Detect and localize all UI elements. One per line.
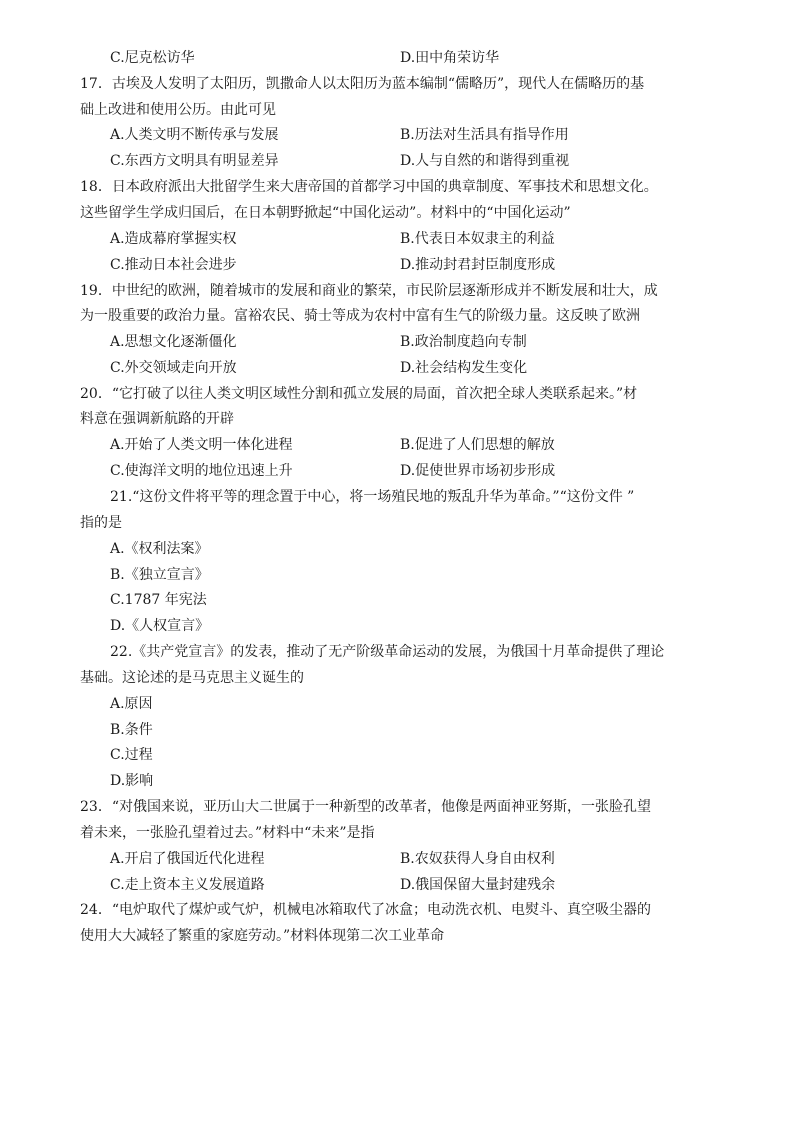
q18-stem-line1: 18．日本政府派出大批留学生来大唐帝国的首都学习中国的典章制度、军事技术和思想文化。 [80, 179, 658, 195]
q21-stem-line2: 指的是 [80, 515, 122, 531]
q17-stem-line2: 础上改进和使用公历。由此可见 [80, 102, 276, 118]
q17-stem-line1: 17．古埃及人发明了太阳历，凯撒命人以太阳历为蓝本编制“儒略历”，现代人在儒略历的基 [80, 76, 645, 92]
q19-option-a: A.思想文化逐渐僵化 [110, 334, 237, 350]
q23-option-c: C.走上资本主义发展道路 [110, 877, 265, 893]
q22-stem-line1: 22.《共产党宣言》的发表，推动了无产阶级革命运动的发展，为俄国十月革命提供了理论 [110, 644, 665, 660]
q24-stem-line1: 24．“电炉取代了煤炉或气炉，机械电冰箱取代了冰盒；电动洗衣机、电熨斗、真空吸尘器的 [80, 902, 651, 918]
q20-option-c: C.使海洋文明的地位迅速上升 [110, 463, 293, 479]
q19-option-c: C.外交领域走向开放 [110, 360, 237, 376]
q18-option-a: A.造成幕府掌握实权 [110, 231, 237, 247]
q20-stem-line1: 20．“它打破了以往人类文明区域性分割和孤立发展的局面，首次把全球人类联系起来。”材 [80, 386, 638, 402]
q24-stem-line2: 使用大大减轻了繁重的家庭劳动。”材料体现第二次工业革命 [80, 928, 445, 944]
q22-stem-line2: 基础。这论述的是马克思主义诞生的 [80, 670, 304, 686]
q21-option-d: D.《人权宣言》 [110, 618, 210, 634]
q20-option-b: B.促进了人们思想的解放 [400, 437, 555, 453]
q22-option-d: D.影响 [110, 773, 154, 789]
q23-stem-line1: 23．“对俄国来说，亚历山大二世属于一种新型的改革者，他像是两面神亚努斯，一张脸孔望 [80, 799, 651, 815]
q17-option-c: C.东西方文明具有明显差异 [110, 153, 279, 169]
q21-stem-line1: 21.“这份文件将平等的理念置于中心，将一场殖民地的叛乱升华为革命。”“这份文件 ” [110, 489, 635, 505]
q18-option-c: C.推动日本社会进步 [110, 257, 237, 273]
q22-option-a: A.原因 [110, 696, 153, 712]
q19-stem-line1: 19．中世纪的欧洲，随着城市的发展和商业的繁荣，市民阶层逐渐形成并不断发展和壮大，成 [80, 283, 658, 299]
q23-option-b: B.农奴获得人身自由权利 [400, 851, 555, 867]
q23-option-d: D.俄国保留大量封建残余 [400, 877, 556, 893]
q23-stem-line2: 着未来，一张脸孔望着过去。”材料中“未来”是指 [80, 825, 375, 841]
q22-option-b: B.条件 [110, 722, 153, 738]
q23-option-a: A.开启了俄国近代化进程 [110, 851, 265, 867]
q18-option-d: D.推动封君封臣制度形成 [400, 257, 556, 273]
q17-option-b: B.历法对生活具有指导作用 [400, 127, 569, 143]
q21-option-b: B.《独立宣言》 [110, 567, 209, 583]
q19-option-d: D.社会结构发生变化 [400, 360, 528, 376]
q21-option-c: C.1787 年宪法 [110, 592, 207, 608]
q16-option-c: C.尼克松访华 [110, 50, 195, 66]
q19-option-b: B.政治制度趋向专制 [400, 334, 527, 350]
q22-option-c: C.过程 [110, 747, 153, 763]
q16-option-d: D.田中角荣访华 [400, 50, 500, 66]
q20-option-a: A.开始了人类文明一体化进程 [110, 437, 293, 453]
q20-option-d: D.促使世界市场初步形成 [400, 463, 556, 479]
q21-option-a: A.《权利法案》 [110, 541, 209, 557]
q17-option-a: A.人类文明不断传承与发展 [110, 127, 279, 143]
q20-stem-line2: 料意在强调新航路的开辟 [80, 411, 234, 427]
q18-stem-line2: 这些留学生学成归国后，在日本朝野掀起“中国化运动”。材料中的“中国化运动” [80, 205, 571, 221]
q19-stem-line2: 为一股重要的政治力量。富裕农民、骑士等成为农村中富有生气的阶级力量。这反映了欧洲 [80, 308, 640, 324]
q18-option-b: B.代表日本奴隶主的利益 [400, 231, 555, 247]
q17-option-d: D.人与自然的和谐得到重视 [400, 153, 570, 169]
